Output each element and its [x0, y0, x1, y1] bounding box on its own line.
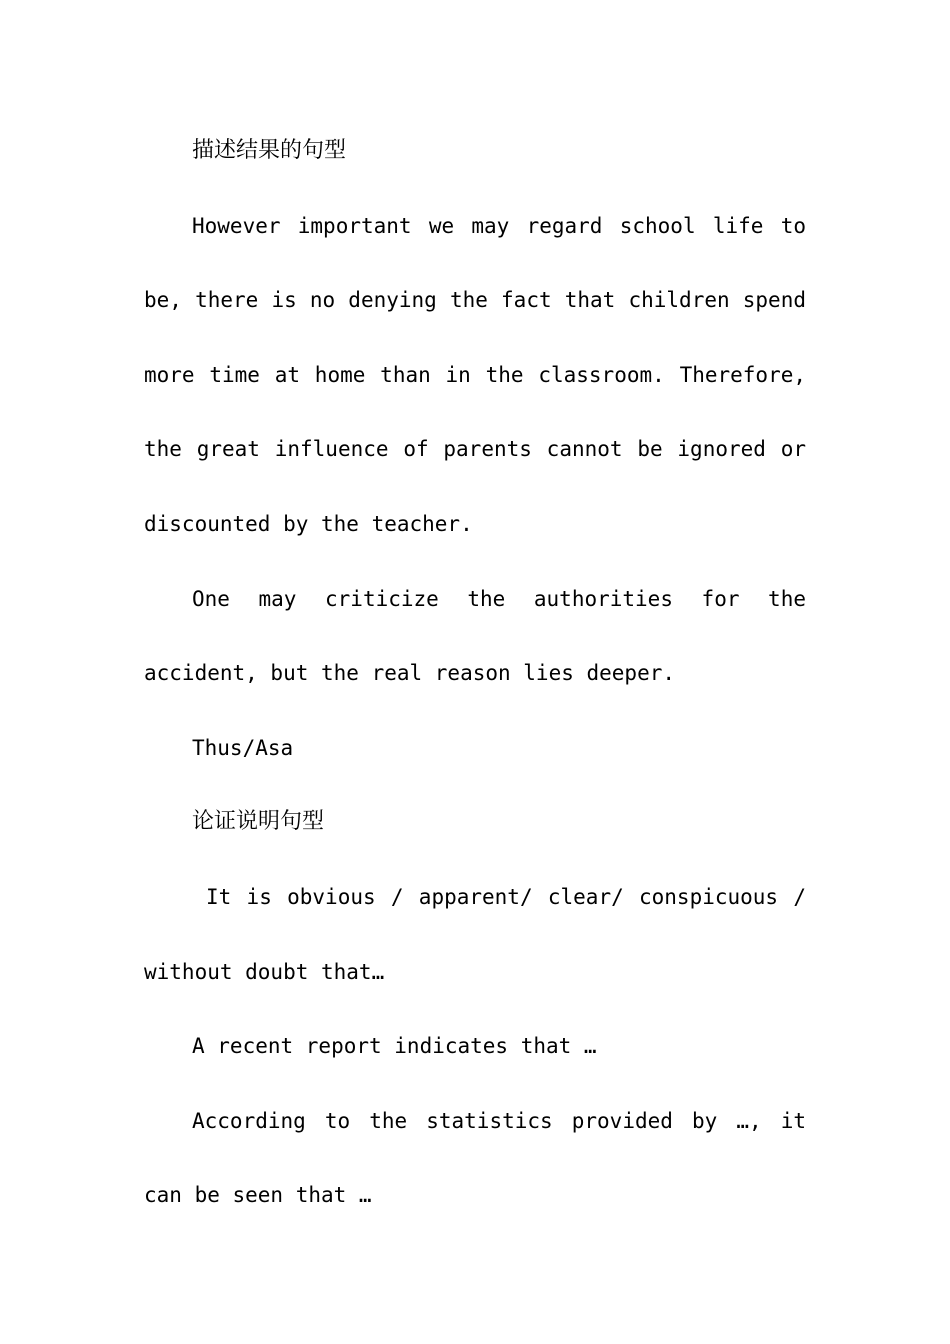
document-body [144, 114, 806, 1233]
paragraph-recent-report: A recent report indicates that … [192, 1034, 597, 1059]
paragraph-it-is-obvious: It is obvious / apparent/ clear/ conspicuous / without doubt that… [144, 884, 806, 984]
paragraph-criticize-authorities: One may criticize the authorities for the accident, but the real reason lies deeper. [144, 586, 806, 686]
paragraph-according-to-statistics: According to the statistics provided by …, it can be seen that … [144, 1108, 806, 1208]
paragraph-however-important: However important we may regard school life to be, there is no denying the fact that children spend more time at home than in the classroom. Therefore, the great influence of parents cannot be ignored or discounted by the teacher. [144, 213, 806, 536]
section-heading-argument-sentence-patterns: 论证说明句型 [192, 809, 325, 835]
paragraph-thus-asa: Thus/Asa [192, 735, 294, 760]
section-heading-result-sentence-patterns: 描述结果的句型 [192, 138, 347, 163]
